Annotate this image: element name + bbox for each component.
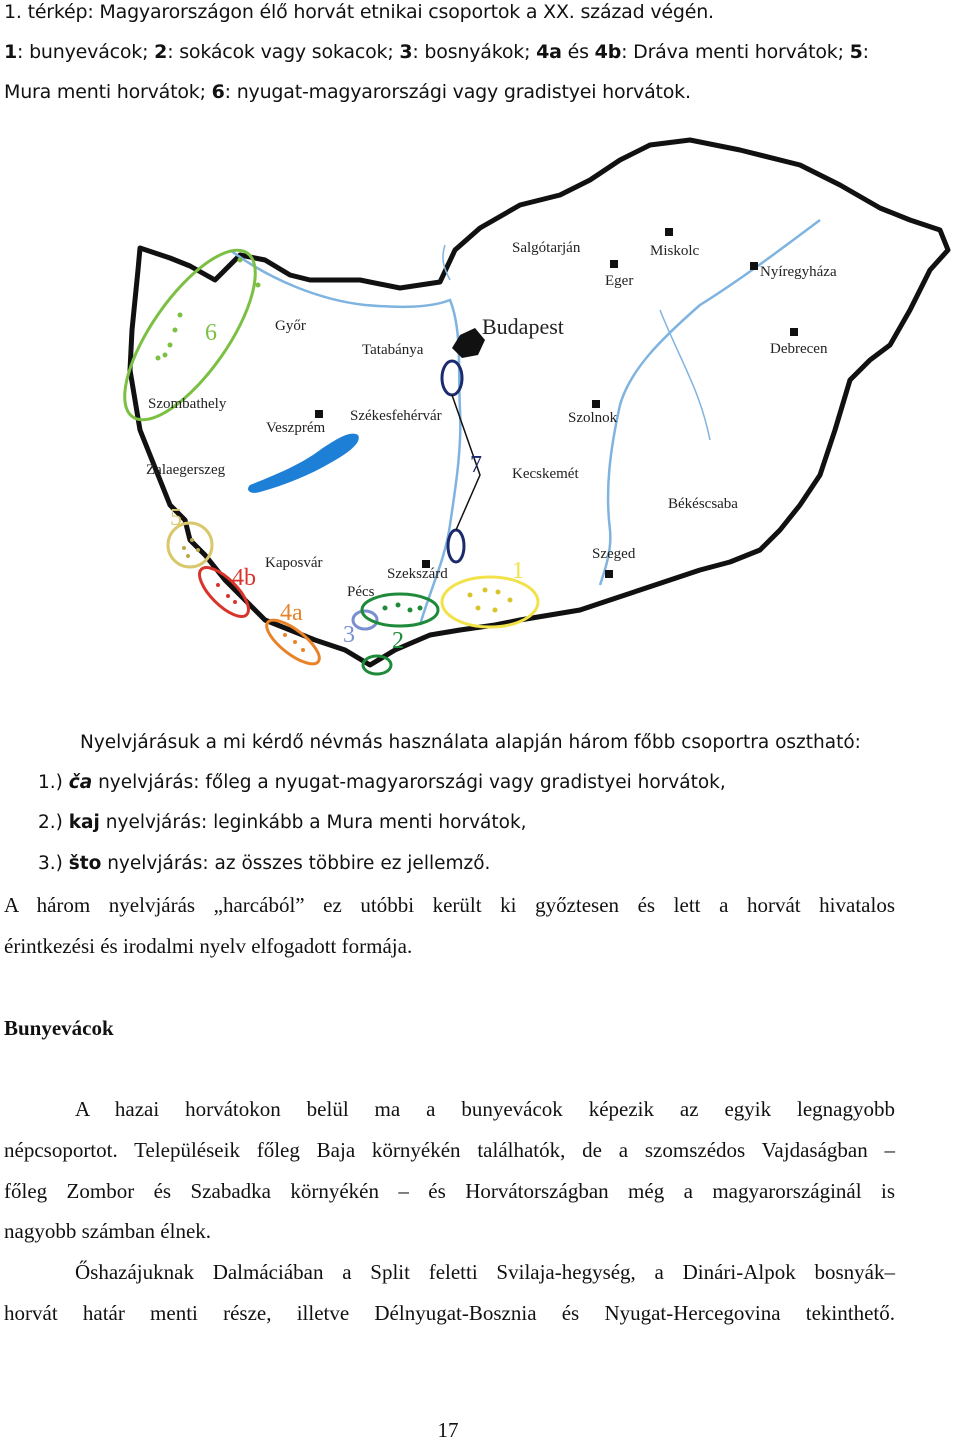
group-label-3: 3 [343,622,355,648]
city-budapest: Budapest [482,314,564,339]
lake-balaton [248,434,359,493]
paragraph-2-line-1: A hazai horvátokon belül ma a bunyevácok képezik az egyik legnagyobb [75,1097,895,1121]
group-label-7: 7 [470,452,482,478]
paragraph-2-line-4: nagyobb számban élnek. [4,1219,212,1243]
paragraph-2-line-2: népcsoportot. Településeik főleg Baja környékén találhatók, de a szomszédos Vajdaságban – [4,1138,895,1162]
group-label-4b: 4b [232,565,256,591]
city-szeged: Szeged [592,546,636,562]
city-szolnok: Szolnok [568,410,618,426]
group-label-4a: 4a [280,600,303,626]
map-caption-legend-line1: 1: bunyevácok; 2: sokácok vagy sokacok; 3: bosnyákok; 4a és 4b: Dráva menti horvátok; 5: [4,41,869,63]
city-bekescsaba: Békéscsaba [668,496,738,512]
city-kaposvar: Kaposvár [265,555,323,571]
paragraph-1-line-1: A három nyelvjárás „harcából” ez utóbbi került ki győztesen és lett a horvát hivatalos [4,893,895,917]
city-veszprem: Veszprém [266,420,326,436]
city-nyiregyhaza: Nyíregyháza [760,264,837,280]
city-salgotarjan: Salgótarján [512,240,581,256]
city-gyor: Győr [275,318,306,334]
paragraph-1-line-2: érintkezési és irodalmi nyelv elfogadott formája. [4,934,413,958]
group-label-6: 6 [205,320,217,346]
city-tatabanya: Tatabánya [362,342,424,358]
paragraph-3-line-1: Őshazájuknak Dalmáciában a Split feletti Svilaja-hegység, a Dinári-Alpok bosnyák– [75,1260,895,1284]
dialect-item-1: 1.) ča nyelvjárás: főleg a nyugat-magyarországi vagy gradistyei horvátok, [38,772,726,793]
group-label-1: 1 [512,558,524,584]
city-zalaegerszeg: Zalaegerszeg [146,462,226,478]
group-1-ellipse [442,577,538,627]
river-branch [660,310,710,440]
paragraph-2-line-3: főleg Zombor és Szabadka környékén – és Horvátországban még a magyarországinál is [4,1179,895,1203]
city-markers [315,228,798,578]
city-debrecen: Debrecen [770,341,828,357]
hungary-croat-groups-map [100,130,960,690]
map-caption-legend-line2: Mura menti horvátok; 6: nyugat-magyarországi vagy gradistyei horvátok. [4,81,691,103]
city-eger: Eger [605,273,634,289]
city-szombathely: Szombathely [148,396,227,412]
city-kecskemet: Kecskemét [512,466,579,482]
city-pecs: Pécs [347,584,375,600]
paragraph-3-line-2: horvát határ menti része, illetve Délnyugat-Bosznia és Nyugat-Hercegovina tekinthető. [4,1301,895,1325]
city-szekszard: Szekszárd [387,566,448,582]
city-miskolc: Miskolc [650,243,700,259]
group-label-2: 2 [392,628,404,654]
dialect-item-2: 2.) kaj nyelvjárás: leginkább a Mura menti horvátok, [38,812,527,833]
city-szekesfehervar: Székesfehérvár [350,408,442,424]
map-caption-title: 1. térkép: Magyarországon élő horvát etnikai csoportok a XX. század végén. [4,1,714,23]
dialect-intro: Nyelvjárásuk a mi kérdő névmás használata alapján három főbb csoportra osztható: [80,732,861,753]
dialect-item-3: 3.) što nyelvjárás: az összes többire ez jellemző. [38,853,491,874]
group-label-5: 5 [170,505,182,531]
page-number: 17 [437,1418,459,1442]
section-heading: Bunyevácok [4,1016,114,1040]
group-7-ellipse-south [448,530,464,562]
